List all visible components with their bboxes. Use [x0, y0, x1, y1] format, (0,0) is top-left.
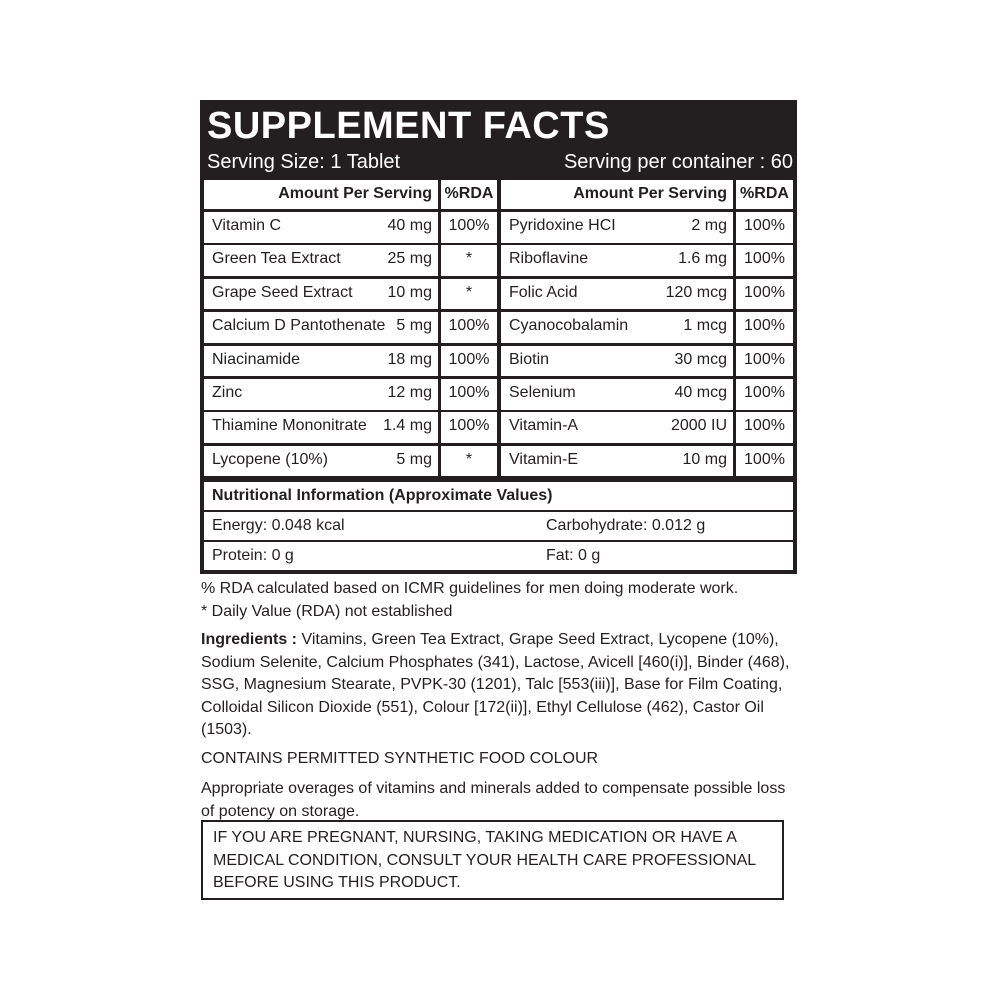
left-nutrient-row — [204, 379, 438, 410]
nutrient-name: Calcium D Pantothenate — [212, 317, 386, 335]
nutrient-rda: 100% — [736, 379, 793, 410]
nutrient-amount: 10 mg — [387, 283, 432, 301]
left-amount-header: Amount Per Serving — [204, 180, 438, 209]
right-nutrient-row — [501, 279, 733, 310]
serving-size: Serving Size: 1 Tablet — [207, 151, 401, 173]
nutrient-name: Grape Seed Extract — [212, 283, 353, 301]
carbohydrate-value: Carbohydrate: 0.012 g — [546, 517, 706, 534]
nutrient-rda: 100% — [736, 312, 793, 343]
rda-note: % RDA calculated based on ICMR guidelines for men doing moderate work. — [201, 580, 739, 597]
nutrient-rda: 100% — [441, 312, 497, 343]
fat-value: Fat: 0 g — [546, 547, 601, 564]
nutrient-name: Pyridoxine HCI — [509, 217, 616, 234]
nutrient-amount: 40 mcg — [674, 384, 727, 401]
panel-title: SUPPLEMENT FACTS — [207, 105, 610, 147]
nutrient-rda: 100% — [441, 379, 497, 410]
nutrient-rda: * — [441, 279, 497, 310]
nutrient-amount: 25 mg — [387, 250, 432, 268]
energy-value: Energy: 0.048 kcal — [212, 517, 345, 534]
nutrient-name: Folic Acid — [509, 283, 578, 301]
nutrient-amount: 30 mcg — [674, 350, 727, 368]
nutrient-rda: 100% — [736, 412, 793, 443]
nutrient-amount: 120 mcg — [665, 283, 727, 301]
colour-note: CONTAINS PERMITTED SYNTHETIC FOOD COLOUR — [201, 749, 599, 767]
left-nutrient-row — [204, 346, 438, 377]
nutrient-amount: 2000 IU — [670, 417, 727, 435]
nutrient-amount: 5 mg — [396, 450, 432, 468]
ingredients-label: Ingredients : — [201, 631, 298, 648]
nutrient-rda: 100% — [736, 245, 793, 276]
right-nutrient-row — [501, 412, 733, 443]
nutrient-name: Vitamin C — [212, 217, 282, 234]
supplement-facts-panel — [200, 100, 797, 574]
label-notes — [201, 578, 791, 823]
nutrient-name: Zinc — [212, 384, 243, 401]
overage-note: Appropriate overages of vitamins and minerals added to compensate possible loss of potency on storage. — [201, 780, 786, 820]
left-nutrient-row — [204, 245, 438, 276]
nutrient-rda: * — [441, 446, 497, 477]
nutrient-name: Riboflavine — [509, 250, 589, 268]
nutrient-amount: 1.4 mg — [383, 417, 432, 435]
left-rda-header: %RDA — [441, 180, 497, 209]
left-nutrient-row — [204, 446, 438, 477]
nutrient-name: Selenium — [509, 384, 576, 401]
ingredients-text: Vitamins, Green Tea Extract, Grape Seed Extract, Lycopene (10%), Sodium Selenite, Calcium Phosphates (341), Lactose, Avicell [460(i)], Binder (468), SSG, Magnesium Stearate, PVPK-30 (1201), Talc [553(iii)], Base for Film Coating, Colloidal Silicon Dioxide (551), Colour [172(ii)], Ethyl Cellulose (462), Castor Oil (1503). — [201, 631, 790, 738]
right-nutrient-row — [501, 379, 733, 410]
nutrient-rda: 100% — [441, 212, 497, 243]
nutrient-name: Niacinamide — [212, 350, 301, 368]
left-nutrient-row — [204, 279, 438, 310]
right-nutrient-row — [501, 212, 733, 243]
nutrient-rda: 100% — [736, 346, 793, 377]
daily-value-note: * Daily Value (RDA) not established — [201, 602, 453, 620]
nutrient-amount: 2 mg — [691, 217, 727, 234]
nutrient-rda: 100% — [441, 412, 497, 443]
nutrient-name: Thiamine Mononitrate — [212, 417, 367, 435]
nutrition-row-2 — [204, 542, 793, 570]
nutrient-amount: 1.6 mg — [678, 250, 727, 268]
nutrient-rda: 100% — [736, 446, 793, 477]
nutrient-rda: * — [441, 245, 497, 276]
nutrient-amount: 5 mg — [396, 317, 432, 335]
nutrient-rda: 100% — [736, 279, 793, 310]
right-rda-header: %RDA — [736, 180, 793, 209]
nutrient-name: Biotin — [509, 350, 550, 368]
left-nutrient-row — [204, 212, 438, 243]
right-nutrient-row — [501, 446, 733, 477]
left-nutrient-row — [204, 412, 438, 443]
nutrient-name: Green Tea Extract — [212, 250, 341, 268]
nutrient-name: Vitamin-A — [509, 417, 579, 435]
nutrient-name: Cyanocobalamin — [509, 317, 629, 335]
nutrient-rda: 100% — [441, 346, 497, 377]
right-nutrient-row — [501, 312, 733, 343]
ingredients — [201, 629, 791, 742]
right-amount-header: Amount Per Serving — [501, 180, 733, 209]
left-nutrient-row — [204, 312, 438, 343]
nutrient-amount: 40 mg — [387, 217, 432, 234]
warning-box: IF YOU ARE PREGNANT, NURSING, TAKING MEDICATION OR HAVE A MEDICAL CONDITION, CONSULT YOUR HEALTH CARE PROFESSIONAL BEFORE USING THIS PRODUCT. — [201, 820, 784, 900]
nutrient-name: Lycopene (10%) — [212, 450, 328, 468]
right-nutrient-row — [501, 346, 733, 377]
nutrient-name: Vitamin-E — [509, 450, 579, 468]
nutrient-rda: 100% — [736, 212, 793, 243]
nutrient-amount: 18 mg — [387, 350, 432, 368]
nutrient-amount: 1 mcg — [683, 317, 727, 335]
nutrition-row-1 — [204, 512, 793, 540]
servings-per-container: Serving per container : 60 — [563, 151, 793, 173]
nutrient-amount: 12 mg — [387, 384, 432, 401]
nutrition-heading: Nutritional Information (Approximate Values) — [204, 482, 793, 510]
right-nutrient-row — [501, 245, 733, 276]
protein-value: Protein: 0 g — [212, 547, 294, 564]
nutrient-amount: 10 mg — [682, 450, 727, 468]
